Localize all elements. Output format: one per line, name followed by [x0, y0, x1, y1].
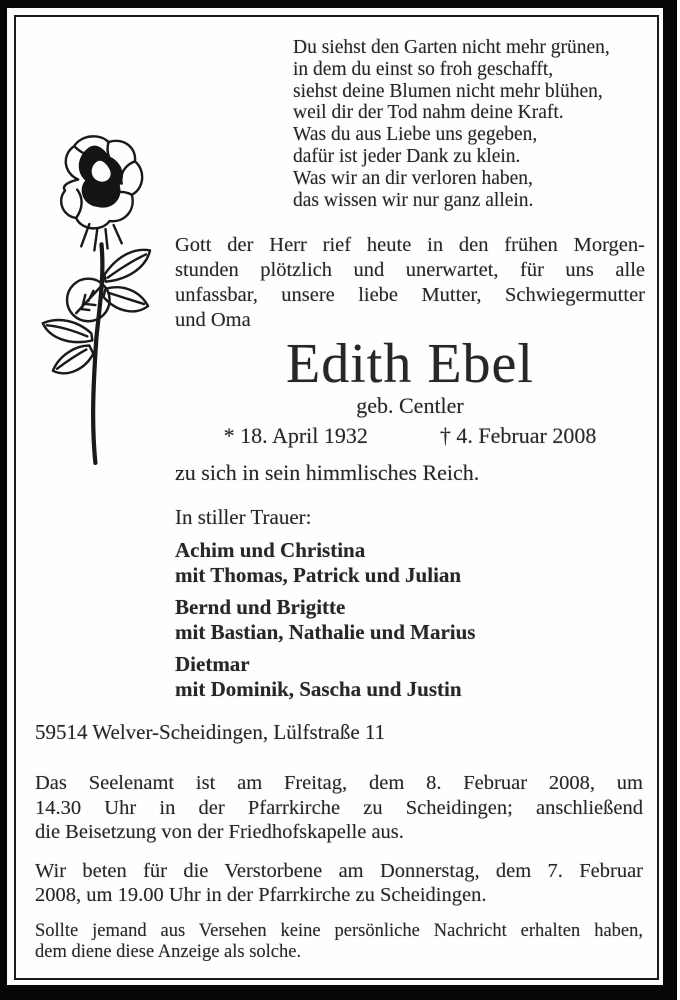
- prayer-line: 2008, um 19.00 Uhr in der Pfarrkirche zu Scheidingen.: [35, 884, 487, 906]
- death-announcement: [175, 233, 645, 333]
- maiden-name: geb. Centler: [356, 393, 464, 418]
- address-line: 59514 Welver-Scheidingen, Lülfstraße 11: [35, 720, 386, 744]
- death-date: † 4. Februar 2008: [439, 423, 597, 448]
- rose-icon: [30, 135, 178, 469]
- poem-line: siehst deine Blumen nicht mehr blühen,: [293, 80, 603, 102]
- main-column: [175, 233, 645, 702]
- poem-line: Was wir an dir verloren haben,: [293, 167, 533, 189]
- poem-line: dafür ist jeder Dank zu klein.: [293, 145, 521, 167]
- deceased-name: Edith Ebel: [286, 333, 534, 395]
- announcement-line: unfassbar, unsere liebe Mutter, Schwiegermutter: [175, 284, 645, 306]
- poem-line: Was du aus Liebe uns gegeben,: [293, 124, 538, 146]
- announcement-line: und Oma: [175, 309, 251, 331]
- family-names: Bernd und Brigitte: [175, 595, 346, 619]
- family-children: mit Thomas, Patrick und Julian: [175, 563, 462, 587]
- obituary-card: [14, 15, 659, 980]
- announcement-line: Gott der Herr rief heute in den frühen Morgen-: [175, 234, 645, 256]
- poem-line: das wissen wir nur ganz allein.: [293, 189, 534, 211]
- funeral-details: [35, 720, 643, 963]
- notification-note: [35, 921, 643, 963]
- family-group: [175, 595, 645, 645]
- family-group: [175, 538, 645, 588]
- requiem-line: Das Seelenamt ist am Freitag, dem 8. Februar 2008, um: [35, 772, 643, 794]
- birth-date: * 18. April 1932: [223, 423, 368, 448]
- note-line: Sollte jemand aus Versehen keine persönliche Nachricht erhalten haben,: [35, 920, 643, 941]
- mourning-family: [175, 538, 645, 702]
- poem-line: Du siehst den Garten nicht mehr grünen,: [293, 37, 610, 58]
- memorial-poem: [293, 37, 610, 211]
- requiem-line: 14.30 Uhr in der Pfarrkirche zu Scheidingen; anschließend: [35, 796, 643, 819]
- mourning-heading: In stiller Trauer:: [175, 505, 312, 529]
- family-names: Achim und Christina: [175, 538, 366, 562]
- closing-line: zu sich in sein himmlisches Reich.: [175, 460, 480, 485]
- poem-line: weil dir der Tod nahm deine Kraft.: [293, 102, 564, 124]
- family-children: mit Dominik, Sascha und Justin: [175, 677, 462, 701]
- prayer-info: [35, 859, 643, 908]
- family-names: Dietmar: [175, 652, 250, 676]
- family-group: [175, 652, 645, 702]
- note-line: dem diene diese Anzeige als solche.: [35, 941, 302, 962]
- life-dates: [175, 422, 645, 450]
- prayer-line: Wir beten für die Verstorbene am Donnerstag, dem 7. Februar: [35, 859, 643, 882]
- announcement-line: stunden plötzlich und unerwartet, für uns alle: [175, 259, 645, 281]
- family-children: mit Bastian, Nathalie und Marius: [175, 620, 476, 644]
- poem-line: in dem du einst so froh geschafft,: [293, 58, 554, 80]
- requiem-line: die Beisetzung von der Friedhofskapelle aus.: [35, 821, 404, 843]
- requiem-info: [35, 771, 643, 845]
